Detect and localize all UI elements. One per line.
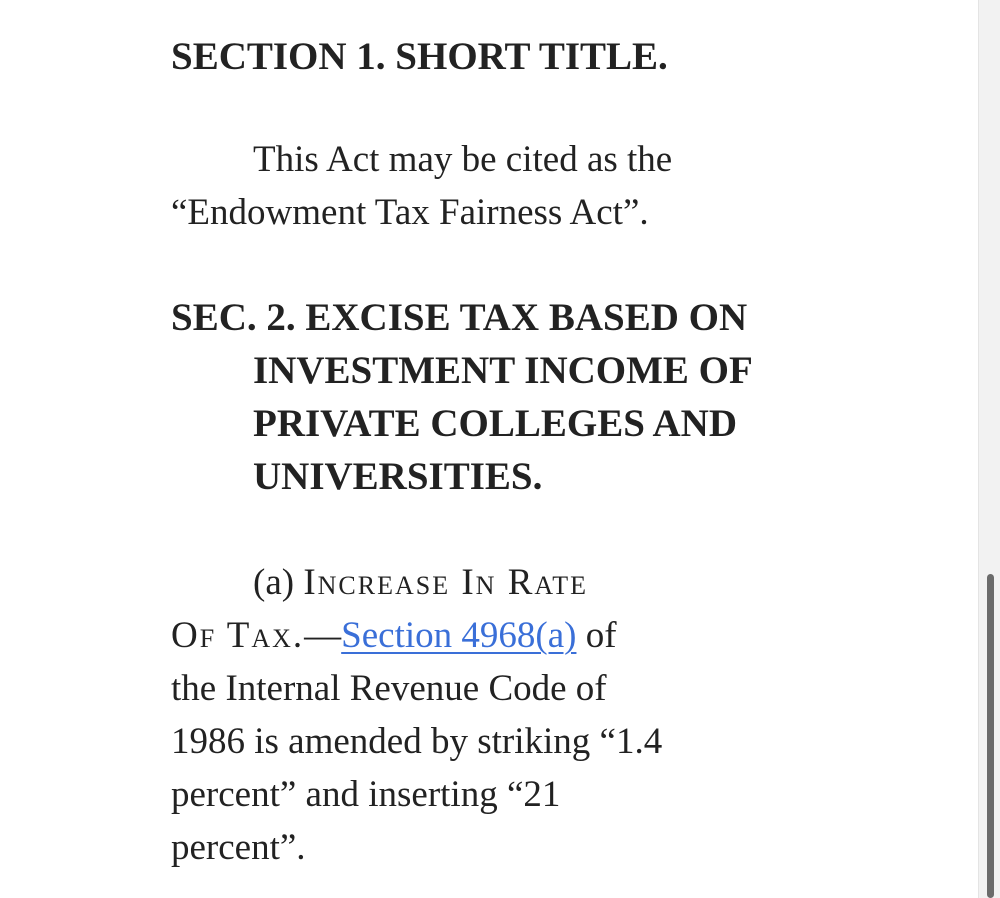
- scrollbar-thumb[interactable]: [987, 574, 994, 898]
- section-2-heading-line1: SEC. 2. EXCISE TAX BASED ON: [171, 296, 748, 339]
- subsection-a-title-part2: Of Tax.: [171, 615, 305, 656]
- vertical-scrollbar[interactable]: [978, 0, 1000, 898]
- subsection-a-line3: the Internal Revenue Code of: [171, 668, 607, 709]
- subsection-a-line4: 1986 is amended by striking “1.4: [171, 721, 663, 762]
- section-4968a-link[interactable]: Section 4968(a): [341, 615, 577, 656]
- section-2-heading-line2: INVESTMENT INCOME OF: [253, 349, 753, 392]
- section-2-heading: [171, 291, 753, 503]
- section-1-text-line1: This Act may be cited as the: [253, 139, 673, 180]
- subsection-a-line6: percent”.: [171, 827, 306, 868]
- subsection-a-dash: —: [304, 615, 342, 656]
- subsection-a-title-part1: Increase In Rate: [303, 562, 589, 603]
- subsection-a-line5: percent” and inserting “21: [171, 774, 561, 815]
- subsection-a-after-link: of: [576, 615, 617, 656]
- section-2-heading-line3: PRIVATE COLLEGES AND: [253, 402, 738, 445]
- section-1-text-line2: “Endowment Tax Fairness Act”.: [171, 192, 649, 233]
- subsection-a-marker: (a): [253, 562, 304, 603]
- subsection-a-paragraph: [171, 556, 662, 874]
- section-2-heading-line4: UNIVERSITIES.: [253, 455, 543, 498]
- section-1-heading: SECTION 1. SHORT TITLE.: [171, 35, 668, 78]
- section-1-paragraph: [171, 133, 672, 239]
